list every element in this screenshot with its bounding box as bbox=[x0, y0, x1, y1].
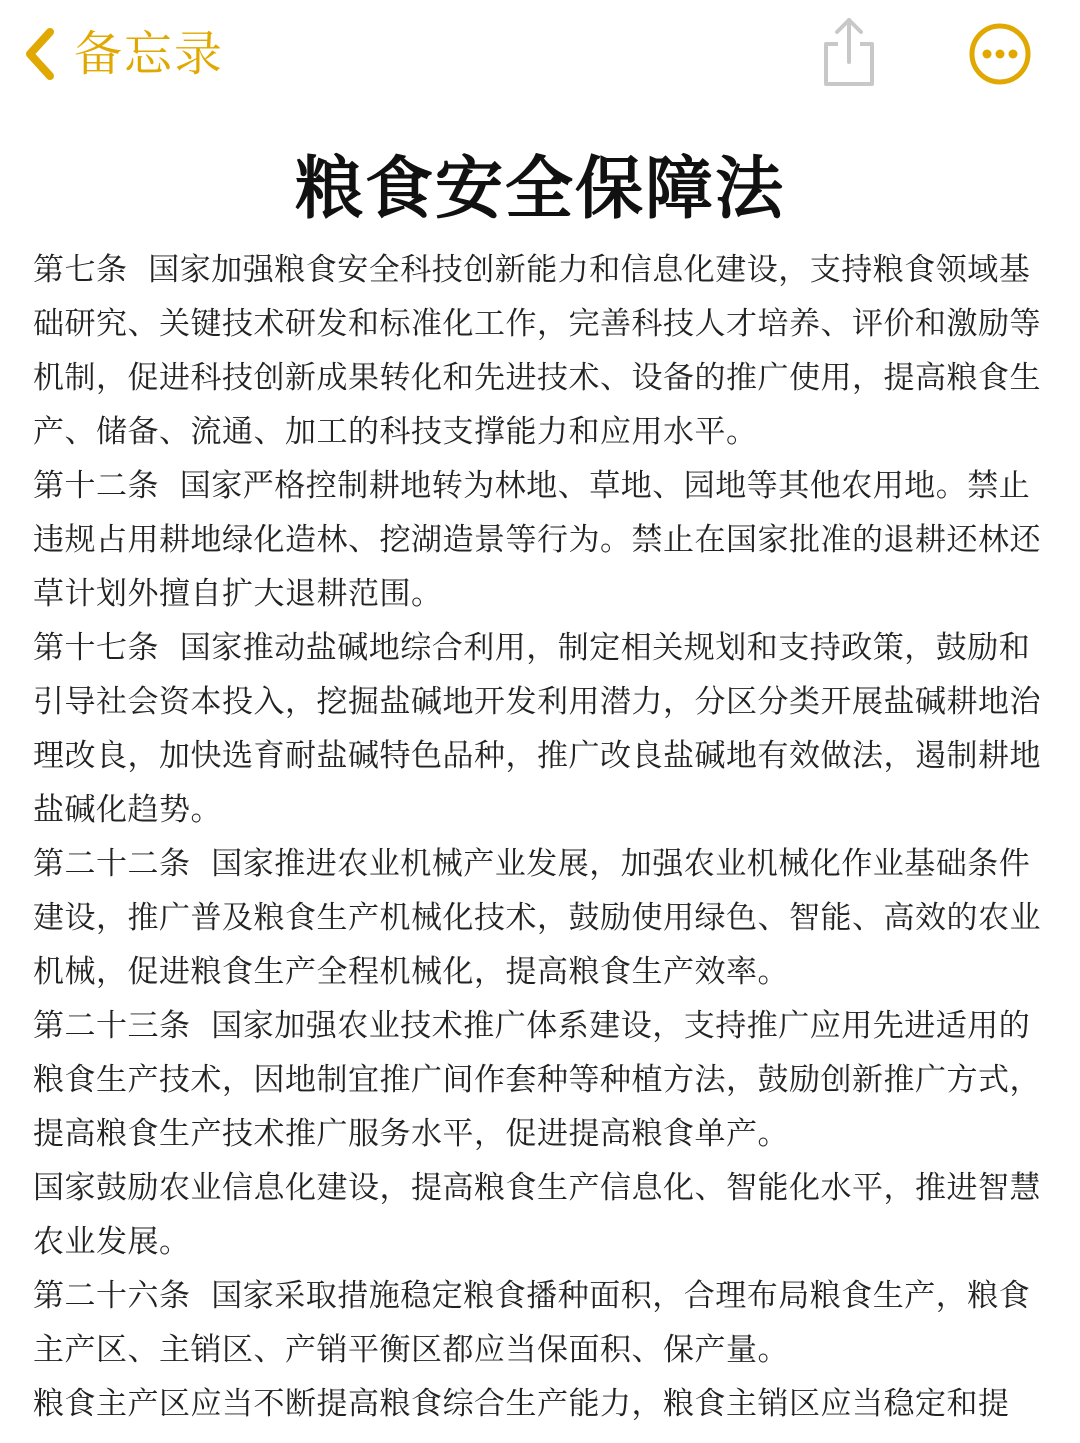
note-body[interactable] bbox=[33, 243, 1048, 1443]
note-paragraph: 第七条 国家加强粮食安全科技创新能力和信息化建设，支持粮食领域基础研究、关键技术研发和标准化工作，完善科技人才培养、评价和激励等机制，促进科技创新成果转化和先进技术、设备的推广使用，提高粮食生产、储备、流通、加工的科技支撑能力和应用水平。 bbox=[33, 252, 1041, 450]
back-button[interactable] bbox=[22, 22, 224, 86]
more-circle-icon bbox=[968, 22, 1032, 86]
back-label: 备忘录 bbox=[74, 26, 225, 82]
note-paragraph: 第十二条 国家严格控制耕地转为林地、草地、园地等其他农用地。禁止违规占用耕地绿化造林、挖湖造景等行为。禁止在国家批准的退耕还林还草计划外擅自扩大退耕范围。 bbox=[33, 468, 1041, 612]
note-paragraph: 第二十六条 国家采取措施稳定粮食播种面积，合理布局粮食生产，粮食主产区、主销区、产销平衡区都应当保面积、保产量。 bbox=[33, 1278, 1031, 1368]
note-title: 粮食安全保障法 bbox=[294, 150, 785, 229]
note-paragraph: 国家鼓励农业信息化建设，提高粮食生产信息化、智能化水平，推进智慧农业发展。 bbox=[33, 1170, 1041, 1260]
note-paragraph: 第十七条 国家推动盐碱地综合利用，制定相关规划和支持政策，鼓励和引导社会资本投入，挖掘盐碱地开发利用潜力，分区分类开展盐碱耕地治理改良，加快选育耐盐碱特色品种，推广改良盐碱地有效做法，遏制耕地盐碱化趋势。 bbox=[33, 630, 1041, 828]
chevron-left-icon bbox=[22, 26, 56, 82]
share-icon bbox=[818, 14, 880, 88]
more-button[interactable] bbox=[968, 22, 1032, 86]
share-button[interactable] bbox=[818, 14, 880, 88]
note-paragraph: 第二十二条 国家推进农业机械产业发展，加强农业机械化作业基础条件建设，推广普及粮食生产机械化技术，鼓励使用绿色、智能、高效的农业机械，促进粮食生产全程机械化，提高粮食生产效率。 bbox=[33, 846, 1041, 990]
note-paragraph: 第二十三条 国家加强农业技术推广体系建设，支持推广应用先进适用的粮食生产技术，因地制宜推广间作套种等种植方法，鼓励创新推广方式，提高粮食生产技术推广服务水平，促进提高粮食单产。 bbox=[33, 1008, 1041, 1152]
note-paragraph: 粮食主产区应当不断提高粮食综合生产能力，粮食主销区应当稳定和提 bbox=[33, 1386, 1010, 1422]
navigation-bar bbox=[0, 0, 1080, 110]
